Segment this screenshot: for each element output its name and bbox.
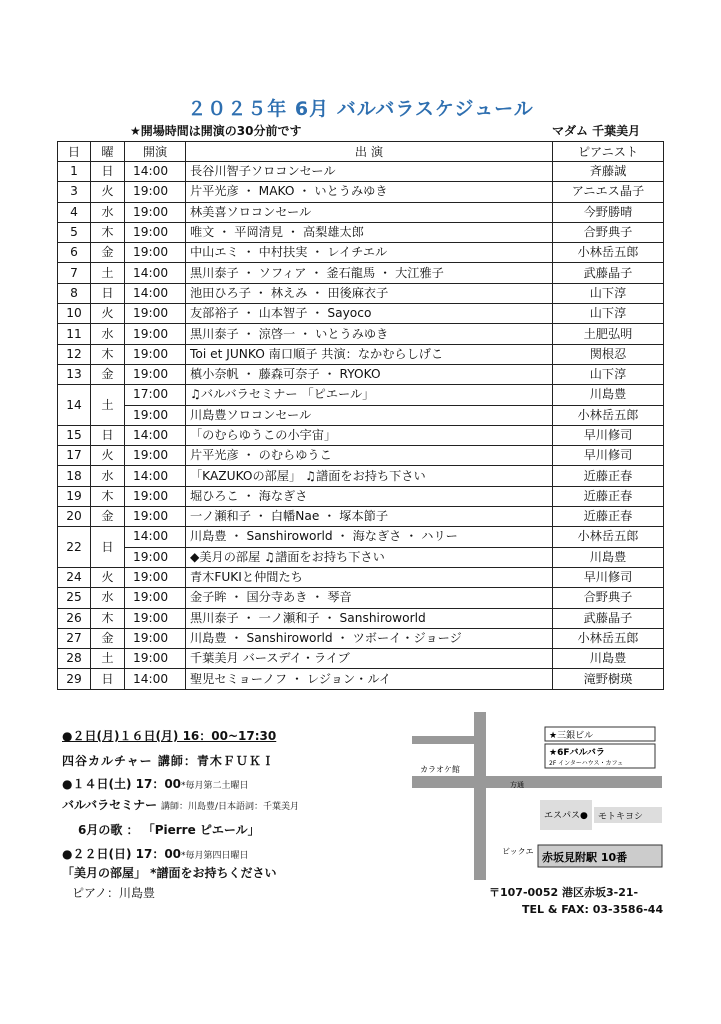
event-culture-name: 四谷カルチャー 講師：青木ＦＵＫＩ [62, 754, 275, 768]
table-row [58, 649, 664, 669]
cell-performers: Toi et JUNKO 南口順子 共演：なかむらしげこ [186, 344, 553, 364]
table-row [58, 405, 664, 425]
cell-performers: 片平光彦 ・ のむらゆうこ [186, 446, 553, 466]
cell-performers: 中山エミ ・ 中村扶実 ・ レイチエル [186, 243, 553, 263]
cell-dow: 金 [91, 628, 125, 648]
cell-dow: 木 [91, 344, 125, 364]
opening-note: ★開場時間は開演の30分前です [130, 124, 302, 138]
cell-pianist: 武藤晶子 [553, 263, 664, 283]
cell-day: 17 [58, 446, 91, 466]
cell-day: 20 [58, 507, 91, 527]
cell-day: 7 [58, 263, 91, 283]
cell-performers: ♫バルバラセミナー 「ピエール」 [186, 385, 553, 405]
cell-performers: 聖児セミョーノフ ・ レジョン・ルイ [186, 669, 553, 689]
access-map [412, 712, 664, 880]
cell-day: 26 [58, 608, 91, 628]
table-row [58, 364, 664, 384]
cell-time: 17:00 [125, 385, 186, 405]
table-row [58, 486, 664, 506]
table-row [58, 425, 664, 445]
map-label-karaoke: カラオケ館 [420, 765, 460, 774]
cell-day: 27 [58, 628, 91, 648]
cell-dow: 土 [91, 385, 125, 426]
cell-performers: 「のむらゆうこの小宇宙」 [186, 425, 553, 445]
cell-time: 19:00 [125, 344, 186, 364]
table-row [58, 547, 664, 567]
cell-performers: 黒川泰子 ・ 一ノ瀬和子 ・ Sanshiroworld [186, 608, 553, 628]
cell-pianist: 川島豊 [553, 649, 664, 669]
cell-dow: 木 [91, 222, 125, 242]
table-row [58, 385, 664, 405]
map-label-manboku: 方通 [510, 781, 524, 789]
cell-performers: 金子眸 ・ 国分寺あき ・ 琴音 [186, 588, 553, 608]
cell-dow: 金 [91, 243, 125, 263]
cell-day: 3 [58, 182, 91, 202]
table-row [58, 162, 664, 182]
cell-pianist: 近藤正春 [553, 466, 664, 486]
cell-dow: 火 [91, 446, 125, 466]
event-mizuki-date: ●２２日(日) 17：00 [62, 847, 182, 861]
cell-dow: 木 [91, 486, 125, 506]
cell-time: 19:00 [125, 567, 186, 587]
cell-time: 14:00 [125, 466, 186, 486]
header-performers: 出 演 [186, 142, 553, 162]
cell-dow: 火 [91, 182, 125, 202]
cell-pianist: 滝野樹瑛 [553, 669, 664, 689]
table-row [58, 202, 664, 222]
cell-performers: 川島豊 ・ Sanshiroworld ・ ツボーイ・ジョージ [186, 628, 553, 648]
cell-day: 10 [58, 304, 91, 324]
event-seminar-date-note: *毎月第二土曜日 [181, 781, 249, 791]
event-mizuki-name: 「美月の部屋」 *譜面をお持ちください [62, 866, 277, 880]
event-seminar-line [62, 796, 299, 813]
header-dow: 曜 [91, 142, 125, 162]
map-label-barbara: ★6Fバルバラ [549, 748, 605, 758]
cell-day: 12 [58, 344, 91, 364]
cell-dow: 日 [91, 283, 125, 303]
table-row [58, 446, 664, 466]
cell-dow: 土 [91, 263, 125, 283]
cell-time: 19:00 [125, 364, 186, 384]
cell-time: 19:00 [125, 222, 186, 242]
cell-time: 19:00 [125, 547, 186, 567]
cell-performers: ◆美月の部屋 ♫譜面をお持ち下さい [186, 547, 553, 567]
cell-day: 18 [58, 466, 91, 486]
event-mizuki-date-line [62, 845, 249, 862]
cell-pianist: 山下淳 [553, 283, 664, 303]
cell-time: 19:00 [125, 405, 186, 425]
cell-dow: 日 [91, 669, 125, 689]
cell-pianist: 早川修司 [553, 446, 664, 466]
header-time: 開演 [125, 142, 186, 162]
cell-dow: 日 [91, 425, 125, 445]
tel-fax: TEL & FAX: 03-3586-44 [522, 903, 664, 916]
cell-time: 14:00 [125, 425, 186, 445]
table-row [58, 304, 664, 324]
cell-pianist: 斉藤誠 [553, 162, 664, 182]
header-day: 日 [58, 142, 91, 162]
cell-day: 14 [58, 385, 91, 426]
cell-time: 19:00 [125, 649, 186, 669]
table-row [58, 182, 664, 202]
table-row [58, 669, 664, 689]
cell-day: 24 [58, 567, 91, 587]
cell-day: 1 [58, 162, 91, 182]
cell-pianist: 早川修司 [553, 567, 664, 587]
cell-day: 15 [58, 425, 91, 445]
cell-pianist: 土肥弘明 [553, 324, 664, 344]
cell-dow: 水 [91, 202, 125, 222]
madam-name: マダム 千葉美月 [552, 124, 641, 138]
cell-time: 19:00 [125, 486, 186, 506]
cell-performers: 川島豊ソロコンセール [186, 405, 553, 425]
cell-dow: 土 [91, 649, 125, 669]
table-row [58, 628, 664, 648]
cell-day: 29 [58, 669, 91, 689]
table-row [58, 324, 664, 344]
cell-pianist: 小林岳五郎 [553, 405, 664, 425]
event-seminar-date: ●１４日(土) 17：00 [62, 777, 182, 791]
cell-time: 19:00 [125, 446, 186, 466]
cell-performers: 片平光彦 ・ MAKO ・ いとうみゆき [186, 182, 553, 202]
cell-time: 14:00 [125, 162, 186, 182]
cell-day: 28 [58, 649, 91, 669]
cell-day: 11 [58, 324, 91, 344]
cell-performers: 青木FUKIと仲間たち [186, 567, 553, 587]
table-row [58, 243, 664, 263]
cell-time: 19:00 [125, 182, 186, 202]
cell-time: 19:00 [125, 324, 186, 344]
cell-dow: 水 [91, 466, 125, 486]
cell-dow: 火 [91, 304, 125, 324]
cell-performers: 一ノ瀬和子 ・ 白幡Nae ・ 塚本節子 [186, 507, 553, 527]
table-row [58, 507, 664, 527]
cell-dow: 水 [91, 588, 125, 608]
cell-day: 22 [58, 527, 91, 568]
cell-dow: 火 [91, 567, 125, 587]
cell-performers: 「KAZUKOの部屋」 ♫譜面をお持ち下さい [186, 466, 553, 486]
cell-performers: 林美喜ソロコンセール [186, 202, 553, 222]
cell-time: 19:00 [125, 588, 186, 608]
cell-day: 5 [58, 222, 91, 242]
cell-day: 25 [58, 588, 91, 608]
address: 〒107-0052 港区赤坂3-21- [489, 886, 639, 899]
table-row [58, 344, 664, 364]
table-row [58, 527, 664, 547]
event-mizuki-piano: ピアノ：川島豊 [72, 886, 156, 900]
header-pianist: ピアニスト [553, 142, 664, 162]
cell-dow: 日 [91, 162, 125, 182]
cell-time: 19:00 [125, 202, 186, 222]
map-label-interhouse: 2F インターハウス・カフェ [549, 760, 624, 767]
cell-performers: 黒川泰子 ・ 涼啓一 ・ いとうみゆき [186, 324, 553, 344]
cell-pianist: 早川修司 [553, 425, 664, 445]
cell-time: 19:00 [125, 507, 186, 527]
cell-dow: 木 [91, 608, 125, 628]
cell-pianist: 近藤正春 [553, 507, 664, 527]
cell-performers: 堀ひろこ ・ 海なぎさ [186, 486, 553, 506]
cell-pianist: 小林岳五郎 [553, 243, 664, 263]
cell-time: 19:00 [125, 628, 186, 648]
cell-pianist: 合野典子 [553, 222, 664, 242]
map-label-motokiyoshi: モトキヨシ [598, 812, 644, 822]
map-label-espace: エスパス● [544, 811, 588, 821]
event-seminar-name: バルバラセミナー [62, 798, 158, 812]
cell-performers: 千葉美月 バースデイ・ライブ [186, 649, 553, 669]
cell-dow: 金 [91, 507, 125, 527]
table-row [58, 283, 664, 303]
cell-dow: 金 [91, 364, 125, 384]
cell-performers: 池田ひろ子 ・ 林えみ ・ 田後麻衣子 [186, 283, 553, 303]
event-mizuki-date-note: *毎月第四日曜日 [181, 851, 249, 861]
cell-pianist: 今野勝晴 [553, 202, 664, 222]
cell-performers: 槙小奈帆 ・ 藤森可奈子 ・ RYOKO [186, 364, 553, 384]
table-row [58, 466, 664, 486]
table-header-row [58, 142, 664, 162]
cell-day: 13 [58, 364, 91, 384]
cell-performers: 黒川泰子 ・ ソフィア ・ 釜石龍馬 ・ 大江雅子 [186, 263, 553, 283]
cell-time: 19:00 [125, 243, 186, 263]
cell-pianist: 山下淳 [553, 364, 664, 384]
map-label-station: 赤坂見附駅 10番 [542, 851, 628, 864]
cell-day: 8 [58, 283, 91, 303]
cell-dow: 水 [91, 324, 125, 344]
cell-time: 14:00 [125, 263, 186, 283]
map-label-sanshin: ★三銀ビル [549, 731, 594, 741]
cell-time: 14:00 [125, 527, 186, 547]
event-seminar-song: 6月の歌 ： 「Pierre ピエール」 [78, 823, 260, 837]
table-row [58, 222, 664, 242]
cell-pianist: 川島豊 [553, 547, 664, 567]
cell-day: 6 [58, 243, 91, 263]
cell-pianist: 関根忍 [553, 344, 664, 364]
cell-pianist: 武藤晶子 [553, 608, 664, 628]
event-seminar-date-line [62, 775, 249, 792]
cell-performers: 川島豊 ・ Sanshiroworld ・ 海なぎさ ・ ハリー [186, 527, 553, 547]
table-row [58, 608, 664, 628]
cell-day: 4 [58, 202, 91, 222]
table-row [58, 567, 664, 587]
cell-performers: 友部裕子 ・ 山本智子 ・ Sayoco [186, 304, 553, 324]
schedule-table [57, 141, 664, 690]
cell-pianist: 合野典子 [553, 588, 664, 608]
cell-time: 14:00 [125, 669, 186, 689]
cell-time: 14:00 [125, 283, 186, 303]
cell-performers: 唯文 ・ 平岡清見 ・ 高梨雄太郎 [186, 222, 553, 242]
cell-pianist: 川島豊 [553, 385, 664, 405]
table-row [58, 588, 664, 608]
schedule-body [58, 162, 664, 690]
cell-pianist: 小林岳五郎 [553, 527, 664, 547]
cell-pianist: 小林岳五郎 [553, 628, 664, 648]
table-row [58, 263, 664, 283]
cell-performers: 長谷川智子ソロコンセール [186, 162, 553, 182]
cell-pianist: 山下淳 [553, 304, 664, 324]
cell-time: 19:00 [125, 608, 186, 628]
map-label-bic: ビックエ [502, 847, 534, 856]
cell-day: 19 [58, 486, 91, 506]
cell-pianist: アニエス晶子 [553, 182, 664, 202]
page-title: ２０２５年 6月 バルバラスケジュール [187, 98, 534, 120]
event-culture-date: ●２日(月)１６日(月) 16：00~17:30 [62, 729, 277, 743]
event-seminar-detail: 講師：川島豊/日本語詞：千葉美月 [161, 802, 300, 812]
cell-dow: 日 [91, 527, 125, 568]
cell-time: 19:00 [125, 304, 186, 324]
cell-pianist: 近藤正春 [553, 486, 664, 506]
